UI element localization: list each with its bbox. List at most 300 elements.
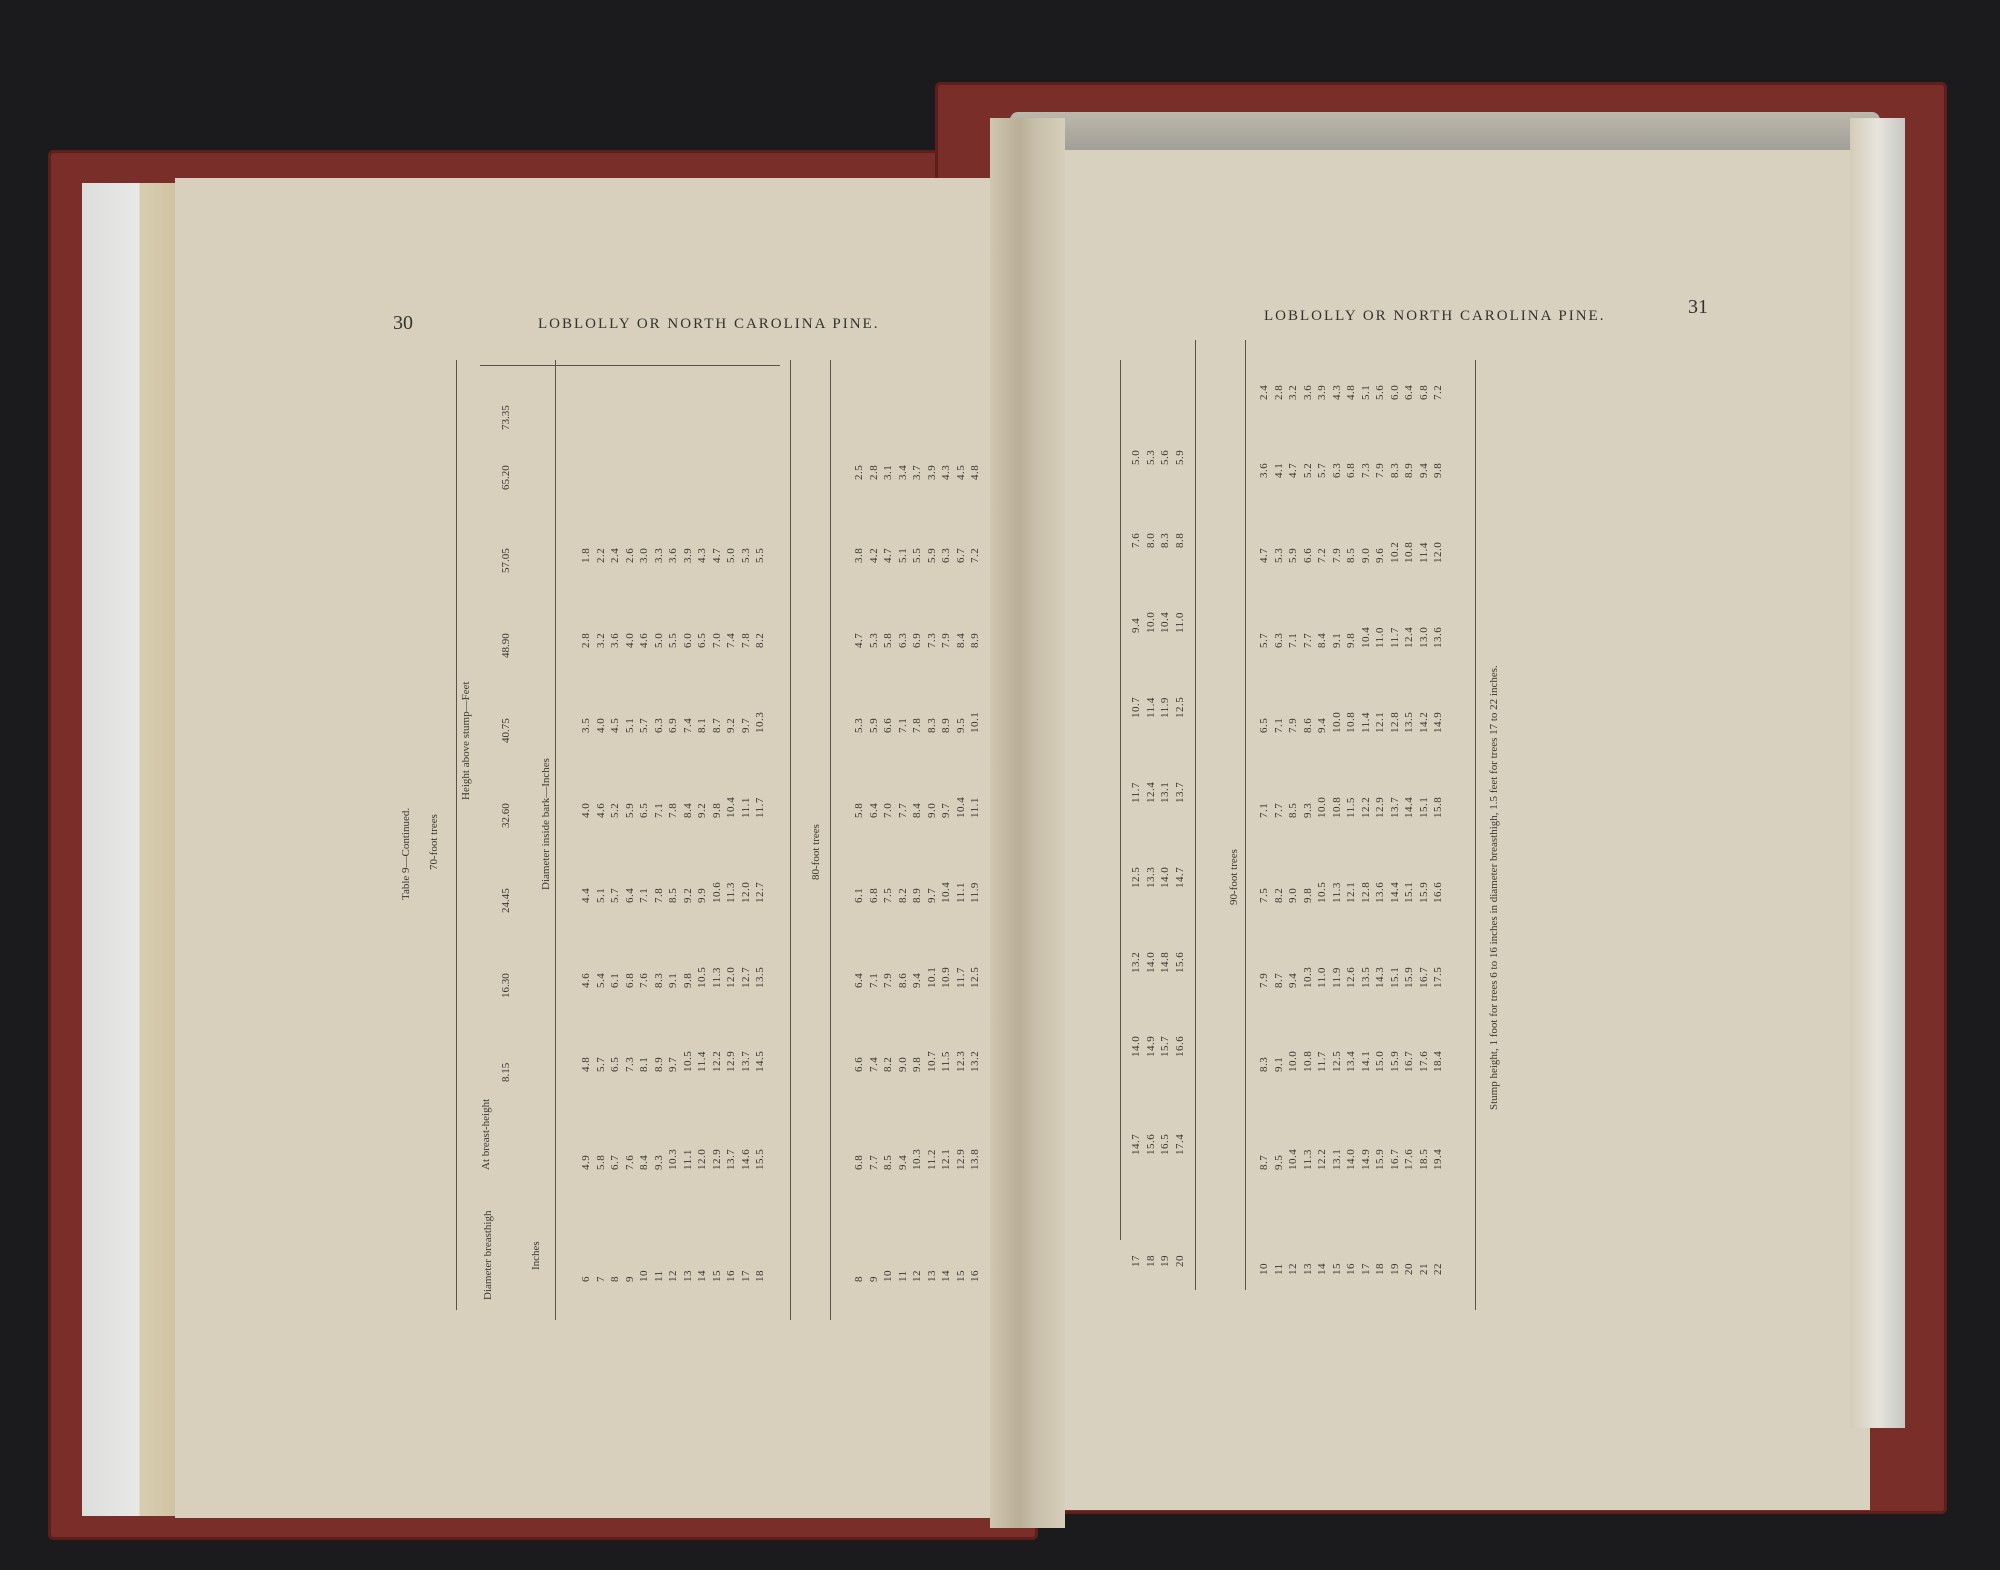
table-cell: 2.8 — [580, 632, 592, 648]
table-cell: 5.9 — [623, 802, 636, 818]
table-cell: 5.5 — [911, 547, 923, 563]
table-cell: 10.2 — [1388, 541, 1401, 563]
table-cell: 5.3 — [853, 717, 865, 733]
table-cell: 12.0 — [696, 1148, 708, 1170]
table-cell: 11.5 — [1345, 797, 1357, 818]
table-cell: 6.7 — [609, 1154, 621, 1170]
table-cell: 8 — [853, 1276, 865, 1282]
table-cell: 10.3 — [667, 1148, 679, 1170]
table-cell: 6.8 — [1345, 462, 1357, 478]
table-cell: 5.7 — [638, 717, 650, 733]
table-cell: 10.4 — [1287, 1148, 1299, 1170]
table-cell: 8.4 — [1316, 632, 1328, 648]
table-cell: 13.0 — [1417, 626, 1430, 648]
table-cell: 8.1 — [638, 1056, 650, 1072]
table-cell: 5.3 — [1272, 547, 1285, 563]
table-cell: 3.6 — [1258, 462, 1270, 478]
table-cell: 11 — [896, 1270, 909, 1282]
table-cell: 15.1 — [1417, 796, 1430, 818]
table-cell: 7.1 — [867, 972, 880, 988]
table-cell: 13.5 — [1403, 711, 1415, 733]
table-cell: 8.4 — [954, 632, 967, 648]
table-cell: 9.8 — [1301, 887, 1314, 903]
table-cell: 14.9 — [1144, 1035, 1157, 1057]
table-cell: 7.9 — [1330, 547, 1343, 563]
table-cell: 15.5 — [754, 1148, 766, 1170]
table-cell: 8.5 — [667, 887, 679, 903]
table-cell: 8.5 — [1287, 802, 1299, 818]
table-cell: 12 — [667, 1270, 679, 1282]
table-cell: 5.7 — [1316, 462, 1328, 478]
table-cell: 9.0 — [1359, 547, 1372, 563]
table-cell: 7.9 — [1258, 972, 1270, 988]
table-cell: 9.1 — [1330, 632, 1343, 648]
col-diameter: Diameter breasthigh — [482, 1210, 494, 1300]
table-cell: 15.9 — [1388, 1050, 1401, 1072]
table-cell: 10.1 — [925, 966, 938, 988]
table-cell: 5.0 — [652, 632, 665, 648]
table-cell: 8.7 — [1258, 1154, 1270, 1170]
table-cell: 5.1 — [1359, 384, 1372, 400]
table-cell: 6.3 — [896, 632, 909, 648]
table-cell: 14.9 — [1359, 1148, 1372, 1170]
table-cell: 9.7 — [925, 887, 938, 903]
table-cell: 9.5 — [1272, 1154, 1285, 1170]
table-cell: 11.1 — [681, 1149, 694, 1170]
table-cell: 11.2 — [925, 1149, 938, 1170]
height-label: 16.30 — [500, 973, 512, 998]
table-cell: 7.4 — [725, 632, 737, 648]
table-cell: 6.5 — [696, 632, 708, 648]
table-cell: 7.5 — [882, 887, 894, 903]
table-cell: 13.5 — [1359, 966, 1372, 988]
table-cell: 4.1 — [1272, 462, 1285, 478]
table-cell: 5.3 — [739, 547, 752, 563]
table-cell: 4.3 — [696, 547, 708, 563]
table-cell: 12.4 — [1144, 781, 1157, 803]
table-cell: 14.0 — [1144, 951, 1157, 973]
table-cell: 6.5 — [638, 802, 650, 818]
table-cell: 7.0 — [710, 632, 723, 648]
table-cell: 5.1 — [896, 547, 909, 563]
table-cell: 16.7 — [1417, 966, 1430, 988]
table-cell: 11.0 — [1316, 967, 1328, 988]
table-cell: 12.3 — [954, 1050, 967, 1072]
table-cell: 18 — [754, 1270, 766, 1282]
table-cell: 9.2 — [725, 717, 737, 733]
height-label: 57.05 — [500, 548, 512, 573]
table-cell: 10.3 — [1301, 966, 1314, 988]
table-cell: 11.9 — [1159, 697, 1171, 718]
table-cell: 4.7 — [1287, 462, 1299, 478]
table-cell: 7.1 — [1287, 632, 1299, 648]
table-cell: 12.6 — [1345, 966, 1357, 988]
table-cell: 4.2 — [867, 547, 880, 563]
table-cell: 15 — [954, 1270, 967, 1282]
table-cell: 15.7 — [1159, 1035, 1171, 1057]
table-cell: 14.3 — [1374, 966, 1386, 988]
table-cell: 6.3 — [940, 547, 952, 563]
table-cell: 4.7 — [710, 547, 723, 563]
table-cell: 5.3 — [1144, 449, 1157, 465]
table-cell: 9.3 — [1301, 802, 1314, 818]
table-cell: 14.4 — [1403, 796, 1415, 818]
page-number-left: 30 — [393, 312, 413, 334]
table-cell: 4.3 — [940, 464, 952, 480]
table-cell: 4.3 — [1330, 384, 1343, 400]
table-cell: 14.8 — [1159, 951, 1171, 973]
table-cell: 18.5 — [1417, 1148, 1430, 1170]
table-cell: 6.8 — [623, 972, 636, 988]
table-cell: 4.7 — [882, 547, 894, 563]
table-cell: 12.0 — [739, 881, 752, 903]
table-cell: 14.2 — [1417, 711, 1430, 733]
table-cell: 8.9 — [652, 1056, 665, 1072]
table-cell: 7.3 — [925, 632, 938, 648]
table-cell: 16.6 — [1432, 881, 1444, 903]
table-cell: 7.1 — [652, 802, 665, 818]
table-cell: 12.5 — [1173, 696, 1186, 718]
table-cell: 9.8 — [1432, 462, 1444, 478]
table-cell: 5.0 — [725, 547, 737, 563]
table-cell: 11.7 — [954, 967, 967, 988]
page-edges-right — [1850, 118, 1905, 1428]
table-rule-r2 — [1195, 340, 1196, 1290]
height-label: 40.75 — [500, 718, 512, 743]
table-cell: 2.6 — [623, 547, 636, 563]
section-90: 90-foot trees — [1228, 849, 1240, 905]
table-cell: 7.7 — [1301, 632, 1314, 648]
table-cell: 11.4 — [1144, 697, 1157, 718]
table-cell: 5.5 — [667, 632, 679, 648]
table-cell: 15 — [1330, 1263, 1343, 1275]
table-cell: 7.2 — [1432, 384, 1444, 400]
table-cell: 9.6 — [1374, 547, 1386, 563]
table-cell: 6.8 — [853, 1154, 865, 1170]
table-cell: 4.7 — [1258, 547, 1270, 563]
table-cell: 10.0 — [1330, 711, 1343, 733]
table-cell: 5.7 — [1258, 632, 1270, 648]
table-cell: 9.1 — [667, 972, 679, 988]
height-label: 8.15 — [500, 1062, 512, 1082]
table-cell: 6.4 — [1403, 384, 1415, 400]
table-cell: 7.2 — [969, 547, 981, 563]
table-cell: 9.3 — [652, 1154, 665, 1170]
table-cell: 12.8 — [1359, 881, 1372, 903]
table-cell: 9.4 — [911, 972, 923, 988]
table-cell: 8.2 — [896, 887, 909, 903]
table-cell: 21 — [1417, 1263, 1430, 1275]
table-cell: 6.1 — [609, 972, 621, 988]
table-cell: 5.6 — [1159, 449, 1171, 465]
table-cell: 12.2 — [1316, 1148, 1328, 1170]
table-cell: 8.8 — [1173, 532, 1186, 548]
table-cell: 8.4 — [911, 802, 923, 818]
table-cell: 7.1 — [1272, 717, 1285, 733]
table-cell: 14 — [940, 1270, 952, 1282]
running-head-right: LOBLOLLY OR NORTH CAROLINA PINE. — [1264, 308, 1606, 324]
table-cell: 4.6 — [594, 802, 607, 818]
table-cell: 8 — [609, 1276, 621, 1282]
table-cell: 9.7 — [940, 802, 952, 818]
table-cell: 17.6 — [1403, 1148, 1415, 1170]
table-cell: 8.7 — [710, 717, 723, 733]
table-cell: 13 — [681, 1270, 694, 1282]
table-cell: 7.8 — [667, 802, 679, 818]
table-cell: 12.1 — [1374, 711, 1386, 733]
table-cell: 13.2 — [1130, 951, 1142, 973]
table-cell: 6.9 — [911, 632, 923, 648]
table-cell: 16.5 — [1159, 1133, 1171, 1155]
table-rule-head — [555, 360, 556, 1320]
table-cell: 10.3 — [911, 1148, 923, 1170]
table-cell: 11.3 — [710, 967, 723, 988]
table-cell: 17.5 — [1432, 966, 1444, 988]
table-cell: 6.1 — [853, 887, 865, 903]
table-cell: 10.8 — [1403, 541, 1415, 563]
table-cell: 6.4 — [623, 887, 636, 903]
table-cell: 16.7 — [1403, 1050, 1415, 1072]
table-cell: 12.7 — [754, 881, 766, 903]
table-cell: 3.5 — [580, 717, 592, 733]
table-cell: 2.2 — [594, 547, 607, 563]
table-cell: 9.1 — [1272, 1056, 1285, 1072]
table-cell: 5.5 — [754, 547, 766, 563]
table-cell: 5.8 — [882, 632, 894, 648]
table-cell: 10.1 — [969, 711, 981, 733]
table-cell: 5.7 — [609, 887, 621, 903]
col-breast: At breast-height — [480, 1098, 492, 1170]
table-cell: 13.7 — [1173, 781, 1186, 803]
table-cell: 4.8 — [1345, 384, 1357, 400]
table-cell: 9.9 — [696, 887, 708, 903]
table-cell: 12.2 — [710, 1050, 723, 1072]
table-cell: 9.7 — [667, 1056, 679, 1072]
table-cell: 11.9 — [969, 882, 981, 903]
col-inches: Inches — [530, 1241, 542, 1270]
table-cell: 9.5 — [954, 717, 967, 733]
table-cell: 10.4 — [940, 881, 952, 903]
left-page — [175, 178, 1025, 1518]
table-cell: 6.5 — [609, 1056, 621, 1072]
table-cell: 15.9 — [1374, 1148, 1386, 1170]
table-cell: 8.9 — [1403, 462, 1415, 478]
table-cell: 7.5 — [1258, 887, 1270, 903]
table-cell: 13.6 — [1374, 881, 1386, 903]
table-cell: 7.9 — [1374, 462, 1386, 478]
table-cell: 16 — [725, 1270, 737, 1282]
table-cell: 6.0 — [1388, 384, 1401, 400]
table-cell: 12.9 — [710, 1148, 723, 1170]
height-label: 73.35 — [500, 405, 512, 430]
table-cell: 8.3 — [1388, 462, 1401, 478]
table-cell: 13.7 — [1388, 796, 1401, 818]
table-cell: 11.0 — [1173, 612, 1186, 633]
table-cell: 5.3 — [867, 632, 880, 648]
table-cell: 3.6 — [667, 547, 679, 563]
height-label: 48.90 — [500, 633, 512, 658]
table-cell: 13.1 — [1330, 1148, 1343, 1170]
table-cell: 4.7 — [853, 632, 865, 648]
table-cell: 7.3 — [1359, 462, 1372, 478]
table-cell: 13.6 — [1432, 626, 1444, 648]
table-cell: 9 — [623, 1276, 636, 1282]
table-rule-top — [456, 360, 457, 1310]
table-cell: 8.1 — [696, 717, 708, 733]
table-cell: 17 — [1130, 1255, 1142, 1267]
table-rule-r1 — [1120, 360, 1121, 1240]
table-cell: 10.9 — [940, 966, 952, 988]
table-cell: 9.2 — [696, 802, 708, 818]
table-cell: 5.2 — [609, 802, 621, 818]
table-cell: 6 — [580, 1276, 592, 1282]
table-cell: 18 — [1144, 1255, 1157, 1267]
right-page — [1020, 150, 1870, 1510]
table-cell: 5.4 — [594, 972, 607, 988]
table-cell: 9.8 — [710, 802, 723, 818]
table-cell: 14.7 — [1173, 866, 1186, 888]
table-cell: 18.4 — [1432, 1050, 1444, 1072]
table-cell: 10.8 — [1330, 796, 1343, 818]
table-cell: 3.4 — [896, 464, 909, 480]
table-cell: 10.3 — [754, 711, 766, 733]
running-head-left: LOBLOLLY OR NORTH CAROLINA PINE. — [538, 316, 880, 332]
table-cell: 11.1 — [969, 797, 981, 818]
table-cell: 9.4 — [1287, 972, 1299, 988]
table-cell: 13.7 — [739, 1050, 752, 1072]
table-cell: 2.4 — [1258, 384, 1270, 400]
table-cell: 14.0 — [1159, 866, 1171, 888]
table-rule-mid — [480, 365, 780, 366]
table-cell: 3.9 — [681, 547, 694, 563]
table-cell: 12.7 — [739, 966, 752, 988]
table-cell: 3.6 — [1301, 384, 1314, 400]
table-cell: 12.5 — [1330, 1050, 1343, 1072]
table-cell: 14.7 — [1130, 1133, 1142, 1155]
table-rule-sep — [790, 360, 791, 1320]
table-cell: 9.8 — [1345, 632, 1357, 648]
table-cell: 2.8 — [1272, 384, 1285, 400]
table-cell: 2.4 — [609, 547, 621, 563]
footnote: Stump height, 1 foot for trees 6 to 16 inches in diameter breasthigh, 1.5 feet for trees 17 to 22 inches. — [1488, 665, 1500, 1110]
table-cell: 19 — [1159, 1255, 1171, 1267]
table-cell: 5.7 — [594, 1056, 607, 1072]
table-cell: 22 — [1432, 1263, 1444, 1275]
table-cell: 12.1 — [940, 1148, 952, 1170]
table-cell: 10.0 — [1287, 1050, 1299, 1072]
table-cell: 8.4 — [681, 802, 694, 818]
table-cell: 10 — [882, 1270, 894, 1282]
table-cell: 11.7 — [1130, 782, 1142, 803]
table-cell: 5.6 — [1374, 384, 1386, 400]
table-cell: 15.1 — [1403, 881, 1415, 903]
table-cell: 12.1 — [1345, 881, 1357, 903]
table-cell: 14 — [1316, 1263, 1328, 1275]
table-cell: 8.6 — [896, 972, 909, 988]
table-cell: 8.2 — [754, 632, 766, 648]
table-rule-sep2 — [830, 360, 831, 1320]
table-cell: 7.8 — [739, 632, 752, 648]
table-cell: 11.3 — [1301, 1149, 1314, 1170]
table-cell: 6.8 — [867, 887, 880, 903]
table-cell: 14.6 — [739, 1148, 752, 1170]
table-cell: 15.6 — [1173, 951, 1186, 973]
col-dib: Diameter inside bark—Inches — [540, 758, 552, 890]
table-cell: 2.5 — [853, 464, 865, 480]
table-cell: 17 — [1359, 1263, 1372, 1275]
table-cell: 16 — [1345, 1263, 1357, 1275]
table-cell: 11.1 — [739, 797, 752, 818]
section-70: 70-foot trees — [428, 814, 440, 870]
table-cell: 10 — [638, 1270, 650, 1282]
table-cell: 16.6 — [1173, 1035, 1186, 1057]
table-cell: 6.6 — [853, 1056, 865, 1072]
table-cell: 10.8 — [1301, 1050, 1314, 1072]
table-cell: 11.7 — [1316, 1051, 1328, 1072]
table-cell: 7.4 — [867, 1056, 880, 1072]
table-cell: 8.0 — [1144, 532, 1157, 548]
table-cell: 3.2 — [1287, 384, 1299, 400]
table-cell: 13.7 — [725, 1148, 737, 1170]
table-cell: 10 — [1258, 1263, 1270, 1275]
table-cell: 10.8 — [1345, 711, 1357, 733]
table-cell: 10.4 — [1159, 611, 1171, 633]
table-cell: 6.6 — [1301, 547, 1314, 563]
table-cell: 8.3 — [652, 972, 665, 988]
table-cell: 17 — [739, 1270, 752, 1282]
table-cell: 13.1 — [1159, 781, 1171, 803]
table-cell: 3.0 — [638, 547, 650, 563]
height-label: 32.60 — [500, 803, 512, 828]
table-cell: 5.8 — [594, 1154, 607, 1170]
table-cell: 3.3 — [652, 547, 665, 563]
table-cell: 11 — [1272, 1263, 1285, 1275]
table-cell: 6.3 — [1330, 462, 1343, 478]
table-cell: 6.6 — [882, 717, 894, 733]
table-cell: 7.6 — [638, 972, 650, 988]
table-cell: 12.0 — [725, 966, 737, 988]
table-cell: 7.9 — [940, 632, 952, 648]
table-cell: 7.0 — [882, 802, 894, 818]
table-cell: 6.0 — [681, 632, 694, 648]
table-cell: 4.0 — [623, 632, 636, 648]
table-cell: 10.0 — [1316, 796, 1328, 818]
col-height: Height above stump—Feet — [460, 681, 472, 800]
table-cell: 18 — [1374, 1263, 1386, 1275]
table-cell: 1.8 — [580, 547, 592, 563]
table-cell: 7.4 — [681, 717, 694, 733]
table-cell: 10.4 — [725, 796, 737, 818]
table-cell: 10.6 — [710, 881, 723, 903]
table-cell: 8.4 — [638, 1154, 650, 1170]
table-cell: 4.5 — [954, 464, 967, 480]
table-cell: 4.6 — [580, 972, 592, 988]
table-cell: 7.1 — [1258, 802, 1270, 818]
table-cell: 5.9 — [1287, 547, 1299, 563]
table-cell: 11.5 — [940, 1051, 952, 1072]
table-cell: 10.7 — [925, 1050, 938, 1072]
table-cell: 6.9 — [667, 717, 679, 733]
table-cell: 14.4 — [1388, 881, 1401, 903]
table-cell: 8.9 — [969, 632, 981, 648]
table-cell: 5.9 — [867, 717, 880, 733]
table-cell: 5.1 — [594, 887, 607, 903]
table-cell: 9.2 — [681, 887, 694, 903]
table-cell: 4.9 — [580, 1154, 592, 1170]
table-cell: 15.1 — [1388, 966, 1401, 988]
table-cell: 7.7 — [867, 1154, 880, 1170]
table-cell: 6.4 — [867, 802, 880, 818]
